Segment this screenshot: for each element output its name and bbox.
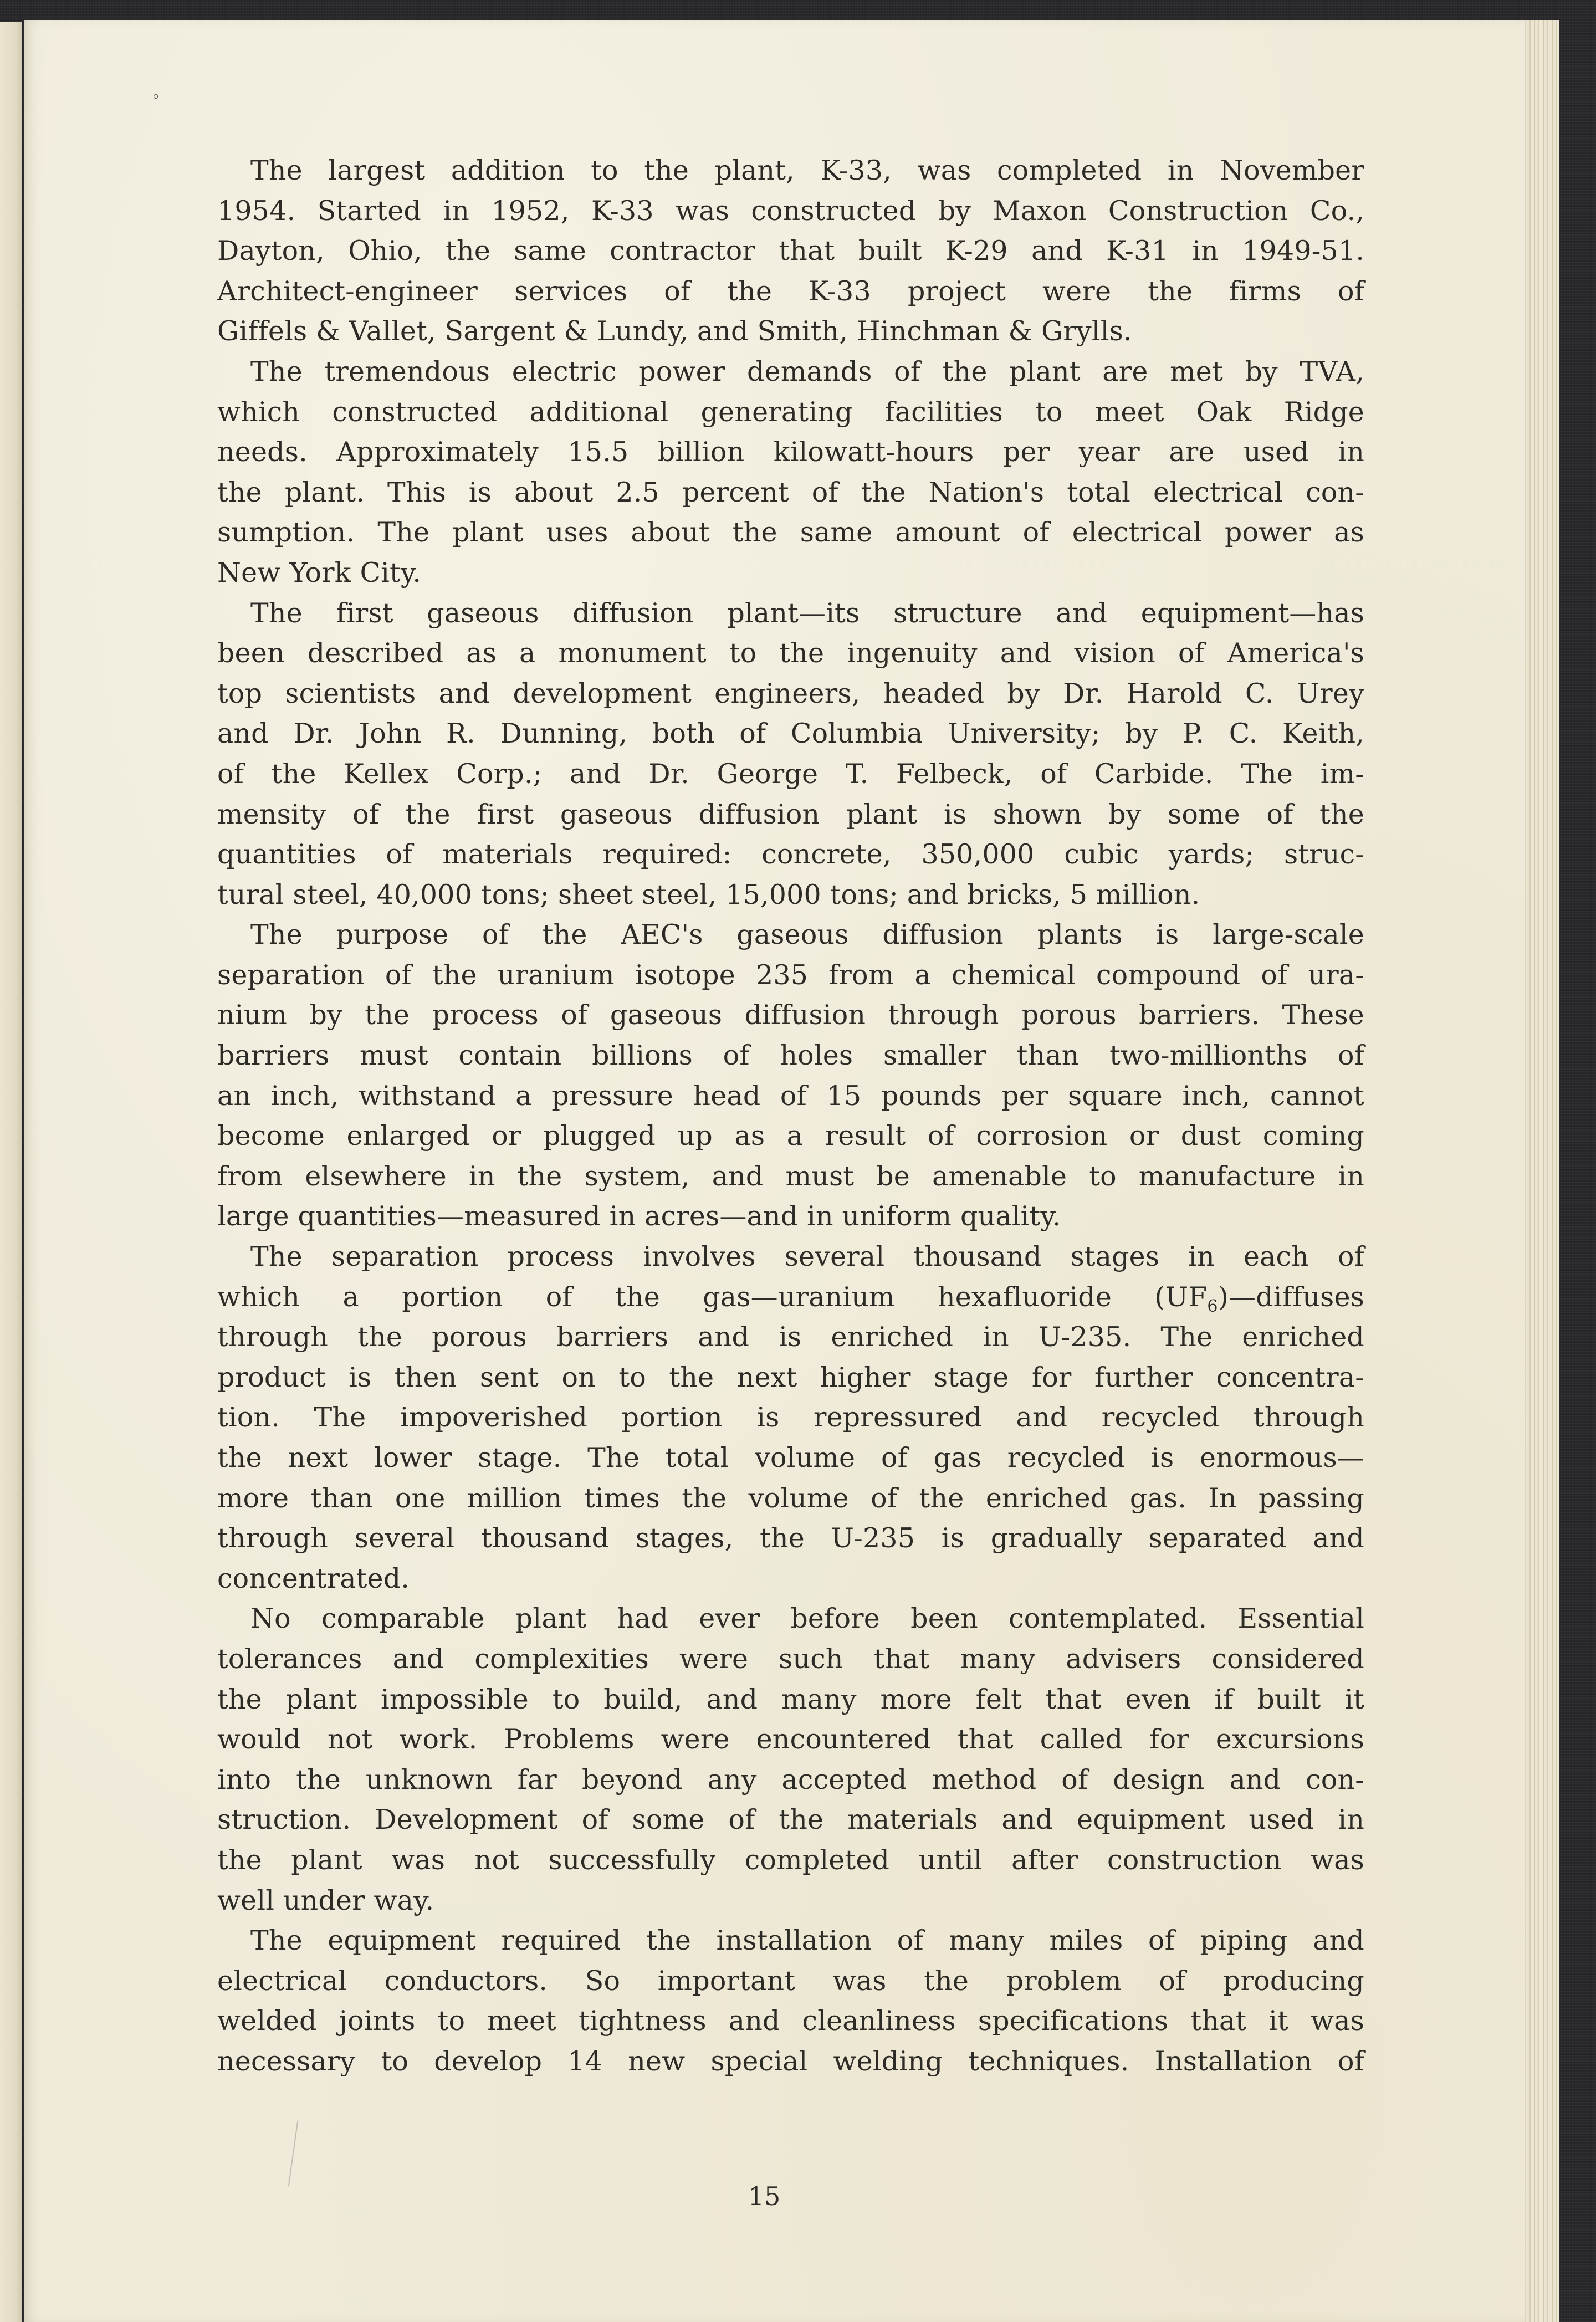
text-line: The largest addition to the plant, K-33, was completed in November bbox=[250, 155, 1364, 186]
text-line bbox=[217, 1277, 1364, 1318]
text-line: quantities of materials required: concrete, 350,000 cubic yards; struc- bbox=[217, 838, 1364, 871]
body-text bbox=[217, 151, 1364, 2082]
text-line: struction. Development of some of the materials and equipment used in bbox=[217, 1804, 1364, 1836]
text-line: into the unknown far beyond any accepted method of design and con- bbox=[217, 1763, 1364, 1796]
text-line: mensity of the first gaseous diffusion plant is shown by some of the bbox=[217, 798, 1364, 830]
text-line: product is then sent on to the next higher stage for further concentra- bbox=[217, 1361, 1364, 1393]
text-line: the next lower stage. The total volume of gas recycled is enormous— bbox=[217, 1442, 1364, 1474]
subscript: 6 bbox=[1207, 1296, 1218, 1316]
text-line: New York City. bbox=[217, 556, 422, 589]
text-line: Dayton, Ohio, the same contractor that built K-29 and K-31 in 1949-51. bbox=[217, 235, 1364, 267]
text-line: The first gaseous diffusion plant—its structure and equipment—has bbox=[250, 597, 1364, 629]
text-line: welded joints to meet tightness and cleanliness specifications that it was bbox=[217, 2005, 1364, 2037]
text-line: an inch, withstand a pressure head of 15 pounds per square inch, cannot bbox=[217, 1080, 1364, 1112]
text-line: would not work. Problems were encountered that called for excursions bbox=[217, 1723, 1364, 1756]
paragraph bbox=[217, 915, 1364, 1237]
text-line: more than one million times the volume of the enriched gas. In passing bbox=[217, 1482, 1364, 1514]
text-line: electrical conductors. So important was the problem of producing bbox=[217, 1965, 1364, 1997]
paragraph bbox=[217, 1921, 1364, 2081]
paragraph bbox=[217, 352, 1364, 594]
text-segment: )—diffuses bbox=[1218, 1281, 1364, 1313]
page-number: 15 bbox=[748, 2181, 781, 2211]
pencil-mark bbox=[288, 2120, 300, 2187]
text-line: well under way. bbox=[217, 1884, 434, 1916]
text-line: needs. Approximately 15.5 billion kilowatt-hours per year are used in bbox=[217, 436, 1364, 468]
previous-page-edge bbox=[0, 22, 22, 2322]
paragraph bbox=[217, 594, 1364, 915]
text-line: The equipment required the installation of many miles of piping and bbox=[250, 1925, 1364, 1957]
text-line: top scientists and development engineers, headed by Dr. Harold C. Urey bbox=[217, 677, 1364, 709]
text-line: necessary to develop 14 new special welding techniques. Installation of bbox=[217, 2045, 1364, 2077]
text-line: tural steel, 40,000 tons; sheet steel, 15,000 tons; and bricks, 5 million. bbox=[217, 878, 1200, 911]
text-line: of the Kellex Corp.; and Dr. George T. Felbeck, of Carbide. The im- bbox=[217, 758, 1364, 790]
text-line: 1954. Started in 1952, K-33 was constructed by Maxon Construction Co., bbox=[217, 195, 1364, 227]
text-line: The separation process involves several thousand stages in each of bbox=[250, 1241, 1364, 1273]
text-line: through several thousand stages, the U-235 is gradually separated and bbox=[217, 1522, 1364, 1554]
text-line: which constructed additional generating facilities to meet Oak Ridge bbox=[217, 396, 1364, 428]
paragraph bbox=[217, 1237, 1364, 1599]
page-stack-edge bbox=[1525, 20, 1559, 2322]
text-line: tion. The impoverished portion is repressured and recycled through bbox=[217, 1402, 1364, 1434]
paragraph bbox=[217, 151, 1364, 352]
text-line: through the porous barriers and is enriched in U-235. The enriched bbox=[217, 1321, 1364, 1353]
text-line: Architect-engineer services of the K-33 project were the firms of bbox=[217, 275, 1364, 307]
text-line: and Dr. John R. Dunning, both of Columbia University; by P. C. Keith, bbox=[217, 718, 1364, 750]
book-page bbox=[24, 20, 1559, 2322]
text-line: tolerances and complexities were such that many advisers considered bbox=[217, 1643, 1364, 1675]
paragraph bbox=[217, 1599, 1364, 1921]
text-line: concentrated. bbox=[217, 1562, 410, 1594]
text-line: become enlarged or plugged up as a result of corrosion or dust coming bbox=[217, 1120, 1364, 1152]
text-line: The tremendous electric power demands of the plant are met by TVA, bbox=[250, 355, 1364, 387]
text-segment: which a portion of the gas—uranium hexafluoride (UF bbox=[217, 1281, 1208, 1313]
text-line: separation of the uranium isotope 235 from a chemical compound of ura- bbox=[217, 959, 1364, 991]
text-line: been described as a monument to the ingenuity and vision of America's bbox=[217, 637, 1364, 669]
text-line: large quantities—measured in acres—and in uniform quality. bbox=[217, 1200, 1061, 1232]
text-line: the plant. This is about 2.5 percent of the Nation's total electrical con- bbox=[217, 476, 1364, 508]
text-line: the plant was not successfully completed until after construction was bbox=[217, 1844, 1364, 1876]
paper-speck bbox=[154, 94, 158, 99]
text-line: sumption. The plant uses about the same amount of electrical power as bbox=[217, 516, 1364, 549]
text-line: No comparable plant had ever before been contemplated. Essential bbox=[250, 1603, 1364, 1635]
text-line: the plant impossible to build, and many more felt that even if built it bbox=[217, 1683, 1364, 1715]
text-line: The purpose of the AEC's gaseous diffusion plants is large-scale bbox=[250, 919, 1364, 951]
text-line: nium by the process of gaseous diffusion through porous barriers. These bbox=[217, 999, 1364, 1031]
text-line: from elsewhere in the system, and must be amenable to manufacture in bbox=[217, 1160, 1364, 1192]
text-line: Giffels & Vallet, Sargent & Lundy, and Smith, Hinchman & Grylls. bbox=[217, 315, 1132, 347]
text-line: barriers must contain billions of holes smaller than two-millionths of bbox=[217, 1040, 1364, 1072]
